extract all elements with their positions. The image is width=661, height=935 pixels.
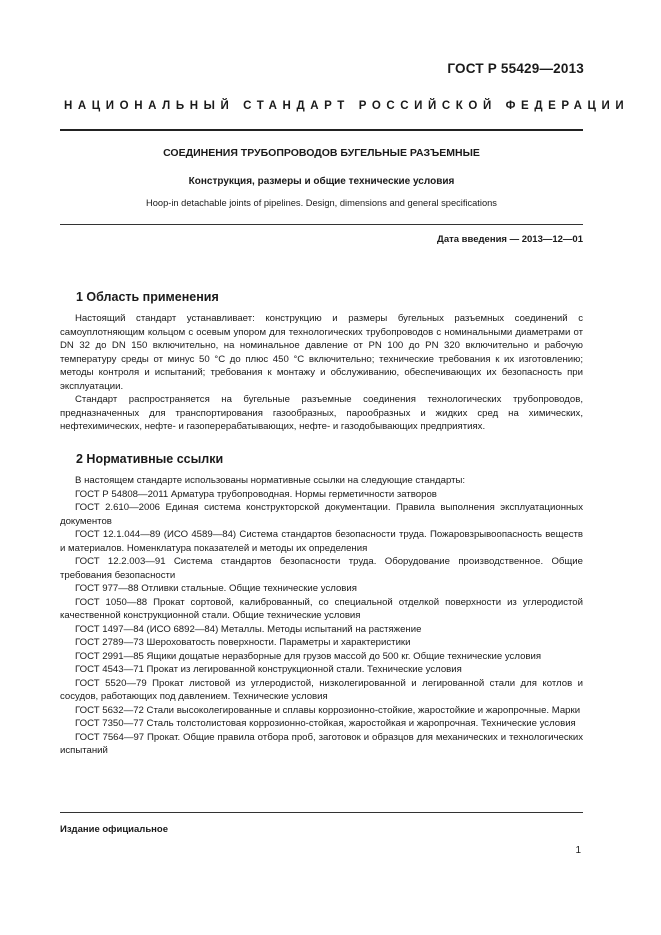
national-standard-banner: НАЦИОНАЛЬНЫЙ СТАНДАРТ РОССИЙСКОЙ ФЕДЕРАЦИИ [64, 100, 630, 112]
normative-references-list [60, 474, 583, 758]
introduction-date: Дата введения — 2013—12—01 [437, 234, 583, 245]
reference-item: ГОСТ 1497—84 (ИСО 6892—84) Металлы. Методы испытаний на растяжение [75, 623, 422, 635]
section-1-paragraph: Настоящий стандарт устанавливает: конструкцию и размеры бугельных разъемных соединений с самоуплотняющим кольцом с осевым упором для технологических трубопроводов с номинальными диаметрами от DN 32 до DN 150 включительно, на номинальное давление от PN 100 до PN 320 включительно и рабочую температуру среды от минус 50 °С до плюс 450 °С включительно; технические требования к их изготовлению; методы контроля и испытаний; требования к монтажу и обслуживанию, обеспечивающих их безопасность при эксплуатации. [60, 313, 583, 392]
section-2-heading: 2 Нормативные ссылки [76, 452, 224, 466]
reference-item: ГОСТ 7564—97 Прокат. Общие правила отбора проб, заготовок и образцов для механических и технологических испытаний [60, 731, 583, 756]
reference-item: ГОСТ 2991—85 Ящики дощатые неразборные для грузов массой до 500 кг. Общие технические условия [75, 650, 542, 662]
reference-item: ГОСТ 5632—72 Стали высоколегированные и сплавы коррозионно-стойкие, жаростойкие и жаропрочные. Марки [75, 704, 581, 716]
english-title: Hoop-in detachable joints of pipelines. Design, dimensions and general specifications [146, 198, 497, 208]
reference-item: ГОСТ 2.610—2006 Единая система конструкторской документации. Правила выполнения эксплуатационных документов [60, 502, 583, 527]
reference-item: ГОСТ Р 54808—2011 Арматура трубопроводная. Нормы герметичности затворов [75, 488, 437, 500]
reference-item: ГОСТ 977—88 Отливки стальные. Общие технические условия [75, 583, 357, 594]
title-rule [60, 224, 583, 225]
section-1-paragraph: Стандарт распространяется на бугельные разъемные соединения технологических трубопроводов, предназначенных для транспортирования газообразных, парообразных и жидких сред на химических, нефтехимических, нефте- и газоперерабатывающих, нефте- и газодобывающих предприятиях. [60, 394, 583, 432]
reference-item: ГОСТ 7350—77 Сталь толстолистовая коррозионно-стойкая, жаростойкая и жаропрочная. Технические условия [75, 718, 576, 729]
section-1-body [60, 312, 583, 434]
page-number: 1 [575, 845, 581, 856]
reference-item: ГОСТ 1050—88 Прокат сортовой, калиброванный, со специальной отделкой поверхности из углеродистой качественной конструкционной стали. Общие технические условия [60, 596, 583, 621]
section-1-heading: 1 Область применения [76, 290, 219, 304]
footer-rule [60, 812, 583, 813]
reference-item: ГОСТ 5520—79 Прокат листовой из углеродистой, низколегированной и легированной стали для котлов и сосудов, работающих под давлением. Технические условия [60, 677, 583, 702]
reference-item: ГОСТ 12.2.003—91 Система стандартов безопасности труда. Оборудование производственное. Общие требования безопасности [60, 556, 583, 581]
header-rule [60, 129, 583, 131]
reference-item: ГОСТ 4543—71 Прокат из легированной конструкционной стали. Технические условия [75, 664, 462, 675]
official-edition-label: Издание официальное [60, 824, 168, 835]
references-intro: В настоящем стандарте использованы нормативные ссылки на следующие стандарты: [75, 475, 466, 486]
reference-item: ГОСТ 12.1.044—89 (ИСО 4589—84) Система стандартов безопасности труда. Пожаровзрывоопасность веществ и материалов. Номенклатура показателей и методы их определения [60, 529, 583, 554]
standard-number: ГОСТ Р 55429—2013 [447, 61, 584, 76]
document-subtitle: Конструкция, размеры и общие технические условия [188, 176, 455, 187]
document-title: СОЕДИНЕНИЯ ТРУБОПРОВОДОВ БУГЕЛЬНЫЕ РАЗЪЕМНЫЕ [163, 147, 480, 159]
reference-item: ГОСТ 2789—73 Шероховатость поверхности. Параметры и характеристики [75, 637, 411, 648]
